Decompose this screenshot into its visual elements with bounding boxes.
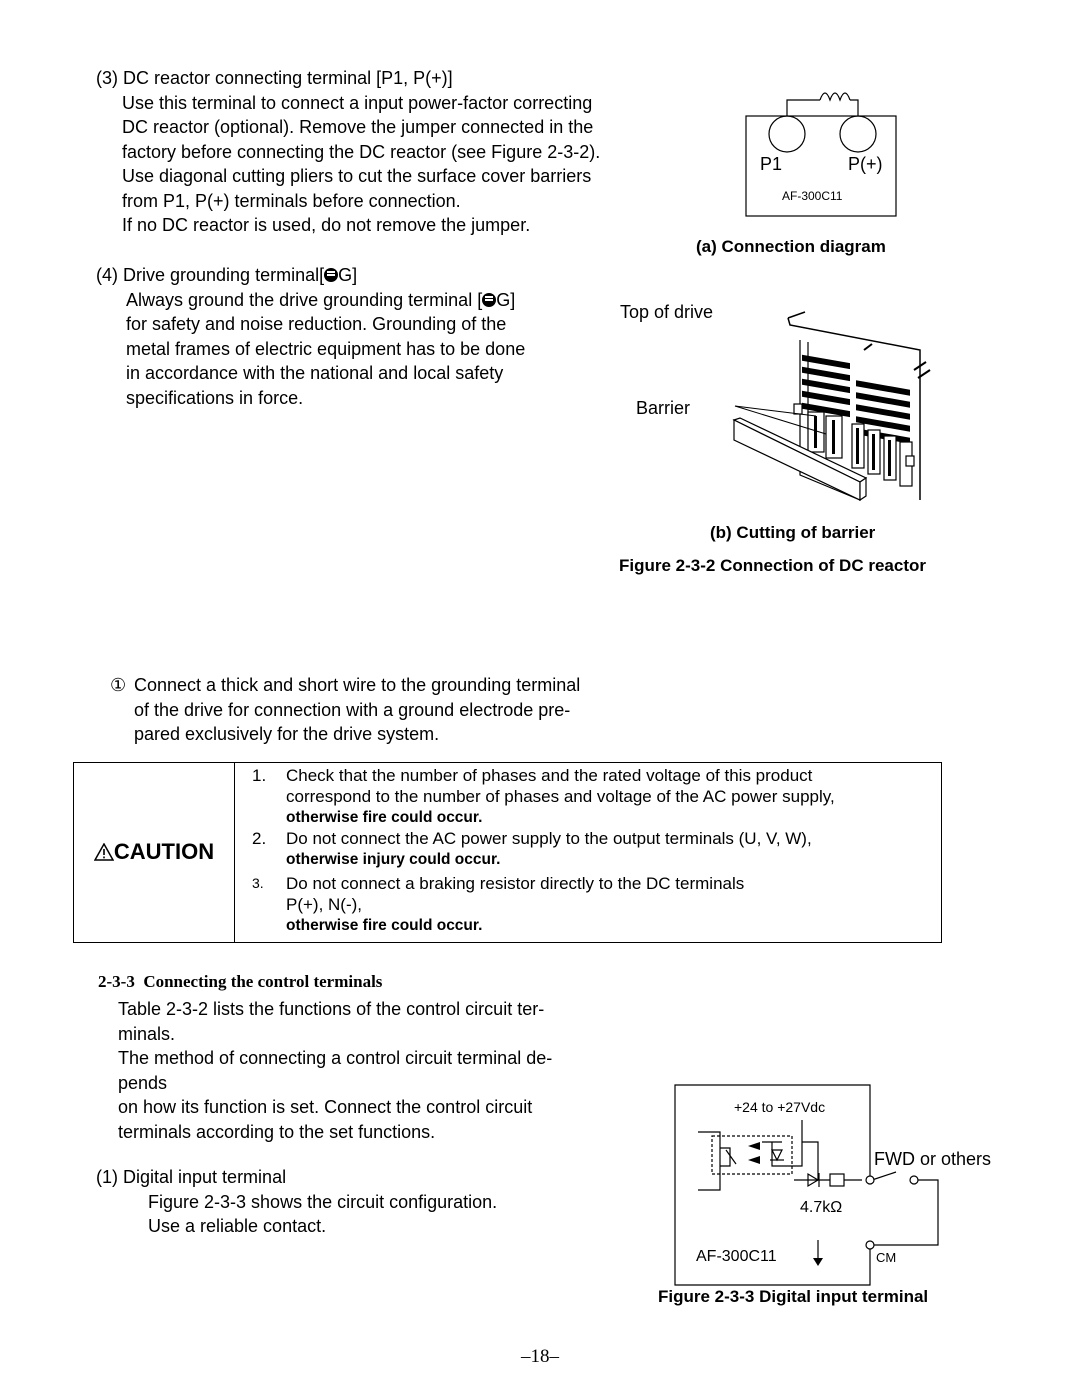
section-heading: (3) DC reactor connecting terminal [P1, P(+)] xyxy=(96,68,453,88)
caution-label-cell xyxy=(74,763,235,943)
paragraph-line: Figure 2-3-3 shows the circuit configuration. xyxy=(148,1191,498,1212)
warning-triangle-icon xyxy=(94,843,114,861)
ground-symbol-icon xyxy=(324,268,338,282)
note-marker: ① xyxy=(110,675,127,695)
paragraph-line: DC reactor (optional). Remove the jumper connected in the xyxy=(122,117,594,137)
resistor-label: 4.7kΩ xyxy=(800,1199,843,1216)
paragraph-line: metal frames of electric equipment has to be done xyxy=(126,338,526,359)
barrier-drawing xyxy=(730,300,950,505)
note-line: pared exclusively for the drive system. xyxy=(134,724,440,744)
paragraph-line: Use a reliable contact. xyxy=(148,1216,327,1236)
terminal-p1-label: P1 xyxy=(760,154,783,174)
paragraph-line: factory before connecting the DC reactor (see Figure 2-3-2). xyxy=(122,141,601,162)
paragraph-line: The method of connecting a control circuit terminal de- xyxy=(118,1048,553,1068)
ground-symbol-icon xyxy=(482,293,496,307)
page-number: –18– xyxy=(521,1346,559,1367)
section-heading: (4) Drive grounding terminal[ G] xyxy=(96,265,358,285)
paragraph-line: in accordance with the national and local safety xyxy=(126,363,504,383)
paragraph-line: Table 2-3-2 lists the functions of the control circuit ter- xyxy=(118,999,545,1019)
note-line: Connect a thick and short wire to the grounding terminal xyxy=(134,675,581,695)
paragraph-line: terminals according to the set functions. xyxy=(118,1121,436,1142)
caution-item: 3. Do not connect a braking resistor directly to the DC terminals P(+), N(-), otherwise fire could occur. xyxy=(252,874,745,934)
model-label: AF-300C11 xyxy=(696,1248,777,1265)
paragraph-line: If no DC reactor is used, do not remove the jumper. xyxy=(122,215,531,235)
caution-items-cell xyxy=(235,763,942,943)
paragraph-line: minals. xyxy=(118,1023,176,1044)
section-body xyxy=(118,997,552,1144)
cm-terminal-label: CM xyxy=(876,1250,897,1265)
note-line: of the drive for connection with a ground electrode pre- xyxy=(134,699,571,720)
caution-title: CAUTION xyxy=(113,839,215,864)
model-label: AF-300C11 xyxy=(782,189,843,203)
paragraph-line: pends xyxy=(118,1072,168,1093)
paragraph-line: from P1, P(+) terminals before connection. xyxy=(122,190,461,211)
paragraph-line: Use this terminal to connect a input power-factor correcting xyxy=(122,92,593,113)
subsection-digital-input xyxy=(96,1165,497,1239)
caption-cutting-barrier: (b) Cutting of barrier xyxy=(710,523,876,542)
fwd-label: FWD or others xyxy=(874,1149,992,1169)
paragraph-line: Use diagonal cutting pliers to cut the surface cover barriers xyxy=(122,166,592,186)
paragraph-line: specifications in force. xyxy=(126,387,304,408)
figure-caption-digital-input: Figure 2-3-3 Digital input terminal xyxy=(658,1287,929,1306)
subsection-heading: (1) Digital input terminal xyxy=(96,1167,287,1187)
digital-input-circuit xyxy=(670,1080,1010,1290)
section-heading-control-terminals: 2-3-3 Connecting the control terminals xyxy=(98,972,383,991)
label-top-of-drive: Top of drive xyxy=(620,302,714,322)
terminal-pplus-label: P(+) xyxy=(848,154,883,174)
paragraph-line: on how its function is set. Connect the control circuit xyxy=(118,1097,533,1117)
caution-item: 2. Do not connect the AC power supply to the output terminals (U, V, W), otherwise injury could occur. xyxy=(252,829,812,868)
caption-connection-diagram: (a) Connection diagram xyxy=(696,237,886,256)
paragraph-line: Always ground the drive grounding terminal [ G] xyxy=(126,289,516,310)
supply-voltage-label: +24 to +27Vdc xyxy=(734,1099,826,1115)
section-grounding xyxy=(96,263,525,410)
figure-caption: Figure 2-3-2 Connection of DC reactor xyxy=(619,556,926,575)
connection-diagram xyxy=(740,84,910,220)
paragraph-line: for safety and noise reduction. Grounding of the xyxy=(126,314,507,334)
section-dc-reactor xyxy=(96,66,600,238)
note-block xyxy=(110,673,580,747)
caution-box xyxy=(73,762,942,943)
label-barrier: Barrier xyxy=(636,398,691,418)
caution-item: 1. Check that the number of phases and the rated voltage of this product correspond to the number of phases and voltage of the AC power supply, otherwise fire could occur. xyxy=(252,766,835,826)
